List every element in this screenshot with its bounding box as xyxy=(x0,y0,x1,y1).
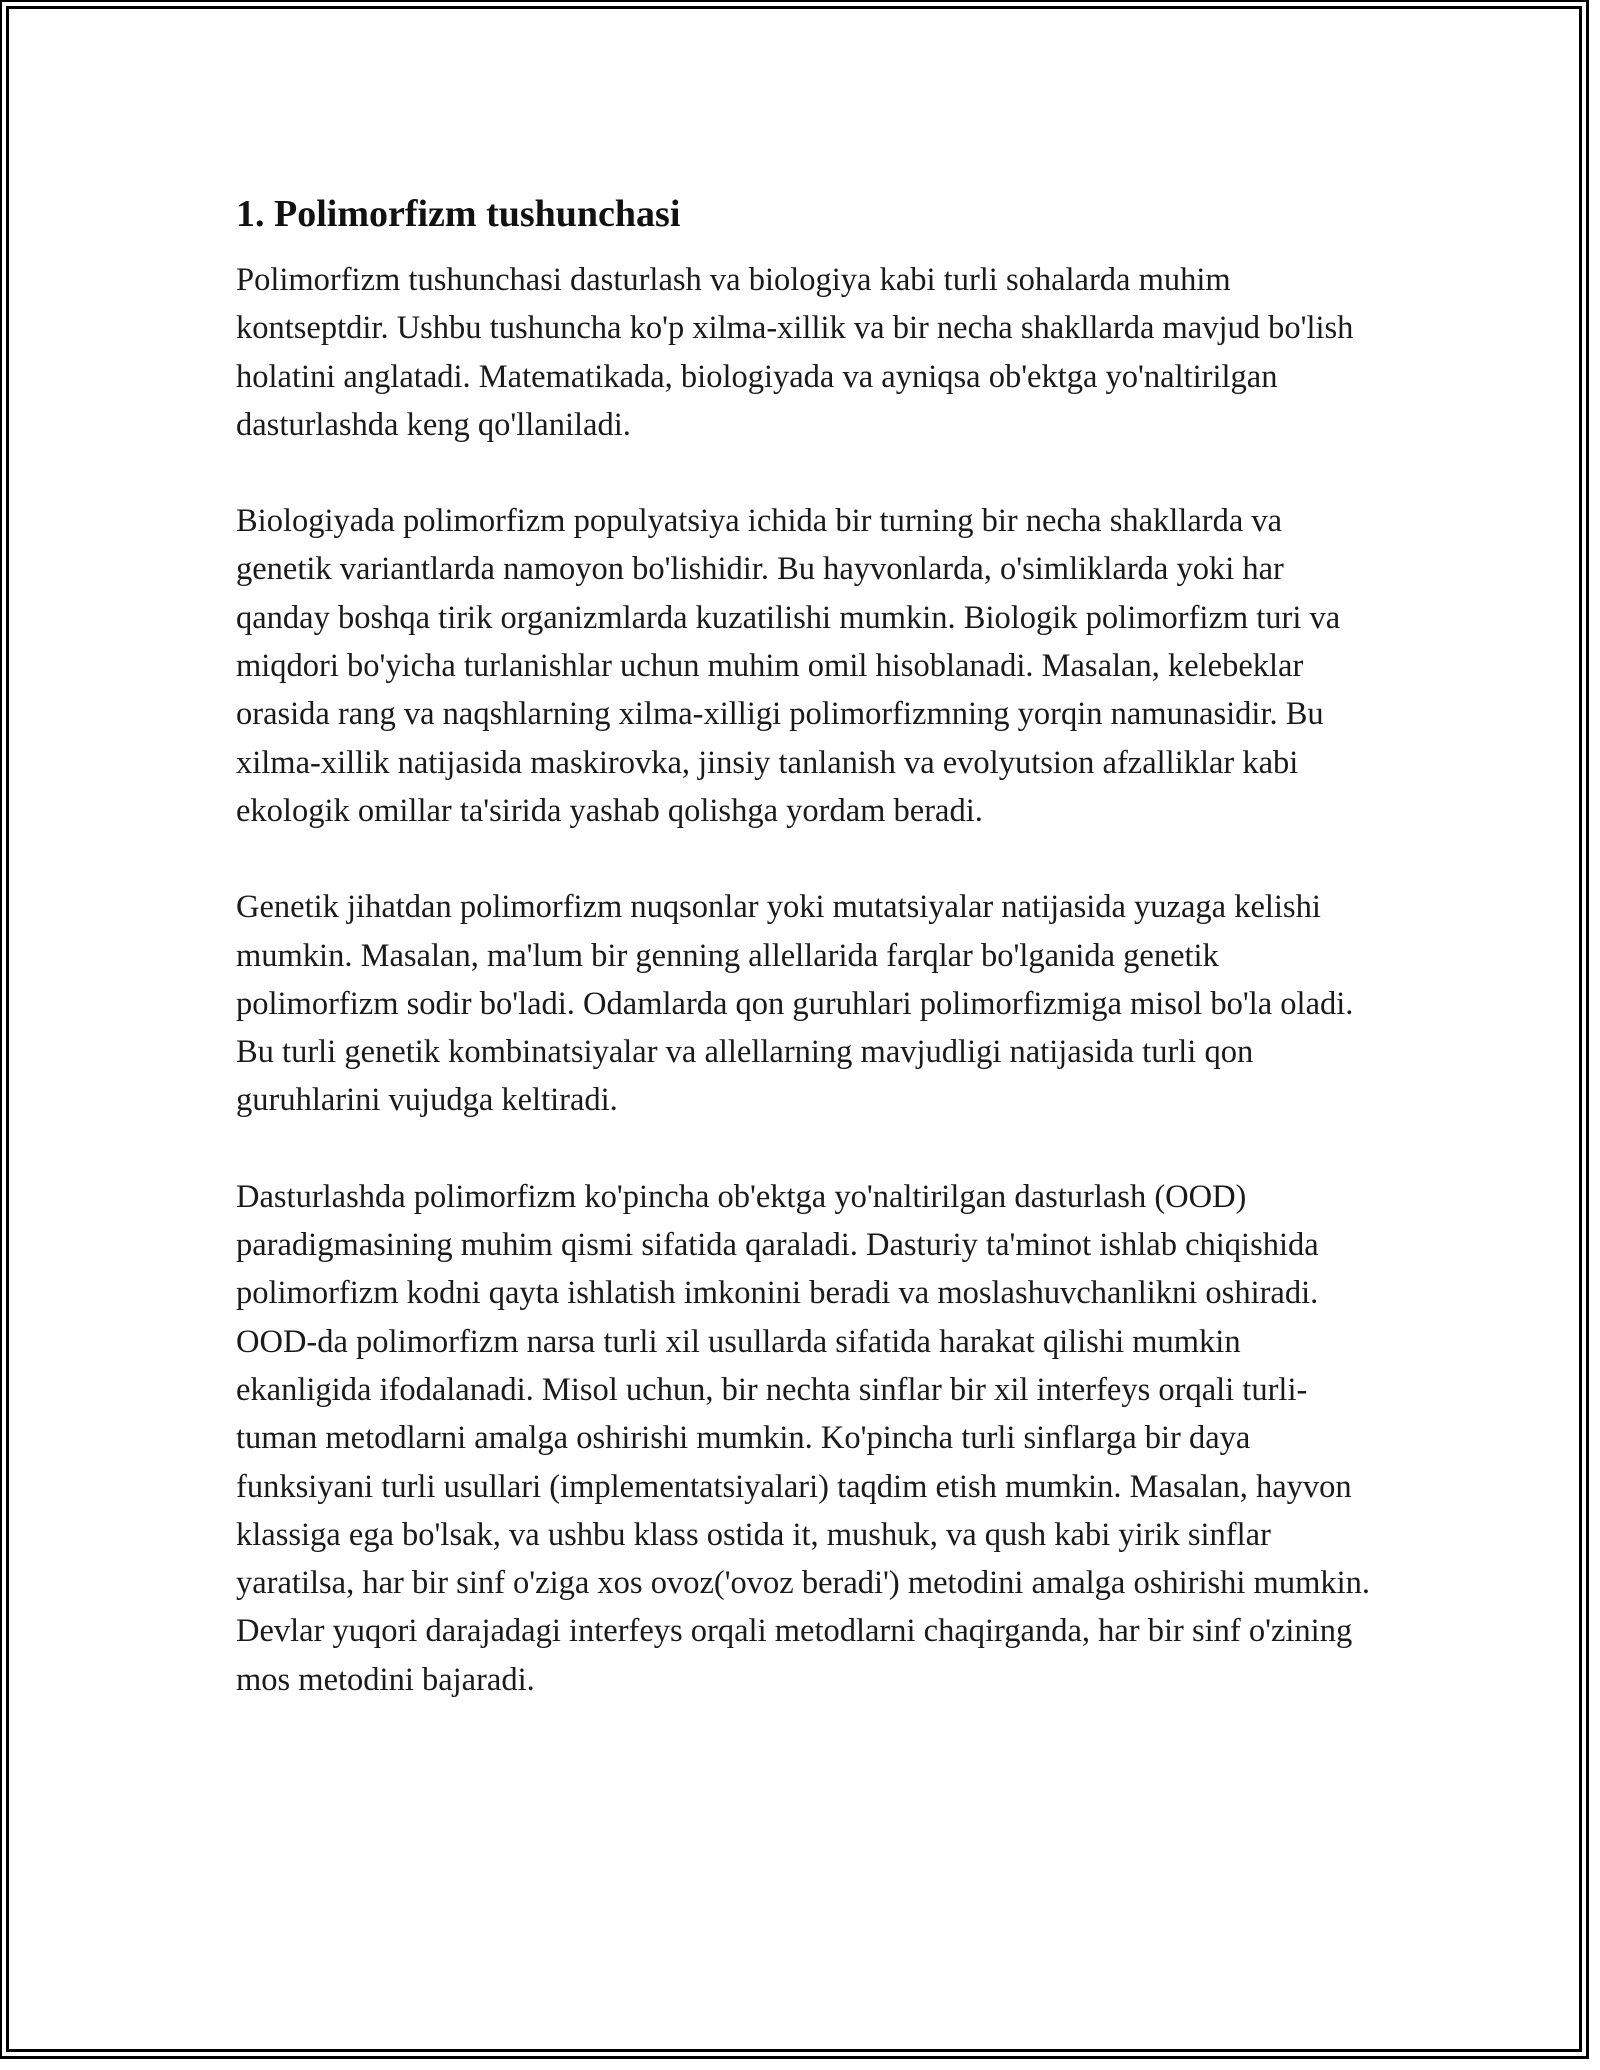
document-body xyxy=(236,190,1376,1752)
paragraph-intro: Polimorfizm tushunchasi dasturlash va biologiya kabi turli sohalarda muhim kontseptdir. Ushbu tushuncha ko'p xilma-xillik va bir necha shakllarda mavjud bo'lish holatini anglatadi. Matematikada, biologiyada va ayniqsa ob'ektga yo'naltirilgan dasturlashda keng qo'llaniladi. xyxy=(236,262,1354,443)
paragraph-biology: Biologiyada polimorfizm populyatsiya ichida bir turning bir necha shakllarda va genetik variantlarda namoyon bo'lishidir. Bu hayvonlarda, o'simliklarda yoki har qanday boshqa tirik organizmlarda kuzatilishi mumkin. Biologik polimorfizm turi va miqdori bo'yicha turlanishlar uchun muhim omil hisoblanadi. Masalan, kelebeklar orasida rang va naqshlarning xilma-xilligi polimorfizmning yorqin namunasidir. Bu xilma-xillik natijasida maskirovka, jinsiy tanlanish va evolyutsion afzalliklar kabi ekologik omillar ta'sirida yashab qolishga yordam beradi. xyxy=(236,503,1341,829)
section-heading: 1. Polimorfizm tushunchasi xyxy=(236,193,681,235)
paragraph-genetics: Genetik jihatdan polimorfizm nuqsonlar yoki mutatsiyalar natijasida yuzaga kelishi mumkin. Masalan, ma'lum bir genning allellarida farqlar bo'lganida genetik polimorfizm sodir bo'ladi. Odamlarda qon guruhlari polimorfizmiga misol bo'la oladi. Bu turli genetik kombinatsiyalar va allellarning mavjudligi natijasida turli qon guruhlarini vujudga keltiradi. xyxy=(236,889,1354,1119)
paragraph-programming: Dasturlashda polimorfizm ko'pincha ob'ektga yo'naltirilgan dasturlash (OOD) paradigmasining muhim qismi sifatida qaraladi. Dasturiy ta'minot ishlab chiqishida polimorfizm kodni qayta ishlatish imkonini beradi va moslashuvchanlikni oshiradi. OOD-da polimorfizm narsa turli xil usullarda sifatida harakat qilishi mumkin ekanligida ifodalanadi. Misol uchun, bir nechta sinflar bir xil interfeys orqali turli-tuman metodlarni amalga oshirishi mumkin. Ko'pincha turli sinflarga bir daya funksiyani turli usullari (implementatsiyalari) taqdim etish mumkin. Masalan, hayvon klassiga ega bo'lsak, va ushbu klass ostida it, mushuk, va qush kabi yirik sinflar yaratilsa, har bir sinf o'ziga xos ovoz('ovoz beradi') metodini amalga oshirishi mumkin. Devlar yuqori darajadagi interfeys orqali metodlarni chaqirganda, har bir sinf o'zining mos metodini bajaradi. xyxy=(236,1178,1371,1698)
